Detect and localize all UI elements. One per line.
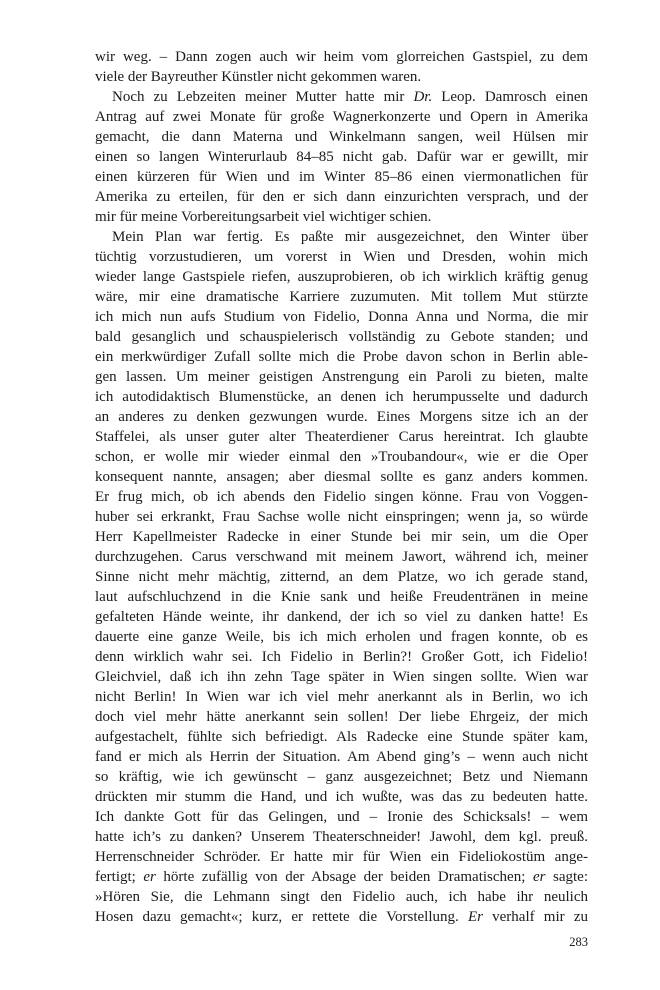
text-line xyxy=(95,867,588,887)
text-line xyxy=(95,247,588,267)
text-line-content: dauerte eine ganze Weile, bis ich mich erholen und fragen konnte, ob es xyxy=(95,629,588,645)
text-line xyxy=(95,127,588,147)
text-line xyxy=(95,447,588,467)
text-line xyxy=(95,827,588,847)
text-line-content: Noch zu Lebzeiten meiner Mutter hatte mir Dr. Leop. Damrosch einen xyxy=(112,89,588,105)
text-line-content: Sinne nicht mehr mächtig, zitternd, an dem Platze, wo ich gerade stand, xyxy=(95,569,588,585)
text-line xyxy=(95,667,588,687)
text-line xyxy=(95,527,588,547)
text-line xyxy=(95,907,588,927)
text-line xyxy=(95,307,588,327)
text-line-content: durchzugehen. Carus verschwand mit meinem Jawort, während ich, meiner xyxy=(95,549,588,565)
text-line-content: Herr Kapellmeister Radecke in einer Stunde bei mir sein, um die Oper xyxy=(95,529,588,545)
text-line xyxy=(95,407,588,427)
text-line xyxy=(95,47,588,67)
text-line-content: an anderes zu denken gezwungen wurde. Eines Morgens sitze ich an der xyxy=(95,409,588,425)
text-line xyxy=(95,67,588,87)
text-line xyxy=(95,167,588,187)
text-line xyxy=(95,207,588,227)
text-line-content: so kräftig, wie ich gewünscht – ganz ausgezeichnet; Betz und Niemann xyxy=(95,769,588,785)
text-line xyxy=(95,647,588,667)
text-line xyxy=(95,367,588,387)
text-line-content: konsequent nannte, ansagen; aber diesmal sollte es ganz anders kommen. xyxy=(95,469,588,485)
text-line-content: viele der Bayreuther Künstler nicht gekommen waren. xyxy=(95,69,422,85)
text-line xyxy=(95,467,588,487)
text-line xyxy=(95,227,588,247)
text-line xyxy=(95,507,588,527)
text-line xyxy=(95,547,588,567)
text-line xyxy=(95,627,588,647)
text-line-content: einen kürzeren für Wien und im Winter 85–86 einen viermonatlichen für xyxy=(95,169,588,185)
text-line-content: gefalteten Hände weinte, ihr dankend, der ich so viel zu danken hatte! Es xyxy=(95,609,588,625)
text-line-content: Amerika zu erteilen, für den er sich dann einzurichten versprach, und der xyxy=(95,189,588,205)
text-line xyxy=(95,807,588,827)
text-line-content: wieder lange Gastspiele riefen, auszuprobieren, ob ich wirklich kräftig genug xyxy=(95,269,588,285)
text-line-content: Ich dankte Gott für das Gelingen, und – Ironie des Schicksals! – wem xyxy=(95,809,588,825)
text-line xyxy=(95,147,588,167)
text-line xyxy=(95,87,588,107)
text-line-content: tüchtig vorzustudieren, um vorerst in Wien und Dresden, wohin mich xyxy=(95,249,588,265)
text-line xyxy=(95,327,588,347)
text-line-content: ich mich nun aufs Studium von Fidelio, Donna Anna und Norma, die mir xyxy=(95,309,588,325)
text-line xyxy=(95,767,588,787)
text-line xyxy=(95,787,588,807)
text-line xyxy=(95,727,588,747)
text-line-content: laut aufschluchzend in die Knie sank und heiße Freudentränen in meine xyxy=(95,589,588,605)
text-line xyxy=(95,387,588,407)
text-line-content: ich autodidaktisch Blumenstücke, an denen ich herumpusselte und dadurch xyxy=(95,389,588,405)
text-line-content: »Hören Sie, die Lehmann singt den Fidelio auch, ich habe ihr neulich xyxy=(95,889,588,905)
text-line xyxy=(95,567,588,587)
text-line xyxy=(95,287,588,307)
text-line xyxy=(95,587,588,607)
text-line-content: Staffelei, als unser guter alter Theaterdiener Carus hereintrat. Ich glaubte xyxy=(95,429,588,445)
text-line-content: hatte ich’s zu danken? Unserem Theaterschneider! Jawohl, dem kgl. preuß. xyxy=(95,829,588,845)
text-line-content: nicht Berlin! In Wien war ich viel mehr anerkannt als in Berlin, wo ich xyxy=(95,689,588,705)
text-line xyxy=(95,487,588,507)
text-block xyxy=(95,47,588,927)
text-line-content: huber sei erkrankt, Frau Sachse wolle nicht einspringen; wenn ja, so würde xyxy=(95,509,588,525)
text-line-content: gen lassen. Um meiner geistigen Anstrengung ein Paroli zu bieten, malte xyxy=(95,369,588,385)
text-line-content: fertigt; er hörte zufällig von der Absage der beiden Dramatischen; er sagte: xyxy=(95,869,588,885)
text-line-content: einen so langen Winterurlaub 84–85 nicht gab. Dafür war er gewillt, mir xyxy=(95,149,588,165)
text-line xyxy=(95,187,588,207)
page-number: 283 xyxy=(569,935,588,949)
text-line-content: fand er mich als Herrin der Situation. Am Abend ging’s – wenn auch nicht xyxy=(95,749,588,765)
text-line-content: Hosen dazu gemacht«; kurz, er rettete die Vorstellung. Er verhalf mir zu xyxy=(95,909,588,925)
text-line-content: bald gesanglich und schauspielerisch vollständig zu Gebote standen; und xyxy=(95,329,588,345)
text-line-content: mir für meine Vorbereitungsarbeit viel wichtiger schien. xyxy=(95,209,432,225)
text-line-content: Mein Plan war fertig. Es paßte mir ausgezeichnet, den Winter über xyxy=(112,229,588,245)
text-line xyxy=(95,687,588,707)
text-line xyxy=(95,747,588,767)
text-line xyxy=(95,267,588,287)
text-line-content: Herrenschneider Schröder. Er hatte mir für Wien ein Fideliokostüm ange- xyxy=(95,849,588,865)
text-line-content: doch viel mehr hätte anerkannt sein sollen! Der liebe Ehrgeiz, der mich xyxy=(95,709,588,725)
text-line-content: Gleichviel, daß ich ihn zehn Tage später in Wien singen sollte. Wien war xyxy=(95,669,588,685)
text-line-content: aufgestachelt, fühlte sich befriedigt. Als Radecke eine Stunde später kam, xyxy=(95,729,588,745)
text-line-content: ein merkwürdiger Zufall sollte mich die Probe davon schon in Berlin able- xyxy=(95,349,588,365)
text-line xyxy=(95,107,588,127)
text-line-content: drückten mir stumm die Hand, und ich wußte, was das zu bedeuten hatte. xyxy=(95,789,588,805)
text-line xyxy=(95,347,588,367)
text-line-content: gemacht, die dann Materna und Winkelmann sangen, weil Hülsen mir xyxy=(95,129,588,145)
text-line-content: wäre, mir eine dramatische Karriere zuzumuten. Mit tollem Mut stürzte xyxy=(95,289,588,305)
text-line-content: wir weg. – Dann zogen auch wir heim vom glorreichen Gastspiel, zu dem xyxy=(95,49,588,65)
text-line-content: Er frug mich, ob ich abends den Fidelio singen könne. Frau von Voggen- xyxy=(95,489,588,505)
text-line xyxy=(95,427,588,447)
text-line xyxy=(95,707,588,727)
text-line xyxy=(95,887,588,907)
paragraph-indent xyxy=(95,240,112,241)
paragraph-indent xyxy=(95,100,112,101)
text-line-content: denn wirklich wahr sei. Ich Fidelio in Berlin?! Großer Gott, ich Fidelio! xyxy=(95,649,588,665)
text-line-content: Antrag auf zwei Monate für große Wagnerkonzerte und Opern in Amerika xyxy=(95,109,588,125)
text-line xyxy=(95,847,588,867)
text-line-content: schon, er wolle mir wieder einmal den »Troubandour«, wie er die Oper xyxy=(95,449,588,465)
text-line xyxy=(95,607,588,627)
